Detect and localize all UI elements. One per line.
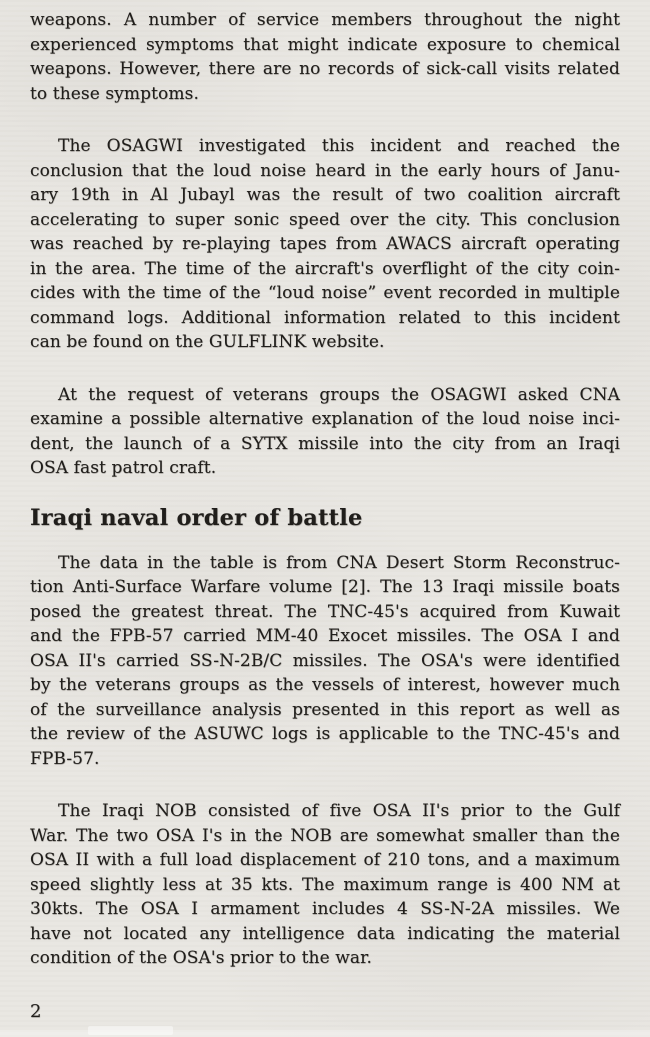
text-line: have not located any intelligence data indicating the material xyxy=(30,923,620,944)
paragraph xyxy=(30,551,620,772)
text-line: The OSAGWI investigated this incident and reached the xyxy=(58,136,620,156)
paragraph xyxy=(30,8,620,106)
page-number: 2 xyxy=(30,1000,42,1022)
text-line: weapons. A number of service members throughout the night xyxy=(30,10,620,30)
scan-light-patch xyxy=(88,1026,173,1035)
text-line: conclusion that the loud noise heard in the early hours of Janu- xyxy=(30,160,620,181)
text-line: accelerating to super sonic speed over the city. This conclusion xyxy=(30,209,620,230)
text-line: tion Anti-Surface Warfare volume [2]. The 13 Iraqi missile boats xyxy=(30,577,620,597)
text-line: the review of the ASUWC logs is applicable to the TNC-45's and xyxy=(30,724,620,744)
paragraph xyxy=(30,799,620,971)
text-line: War. The two OSA I's in the NOB are somewhat smaller than the xyxy=(30,825,620,846)
text-line: condition of the OSA's prior to the war. xyxy=(30,948,372,968)
text-line: and the FPB-57 carried MM-40 Exocet missiles. The OSA I and xyxy=(30,626,620,646)
text-line: to these symptoms. xyxy=(30,83,199,104)
text-line: experienced symptoms that might indicate exposure to chemical xyxy=(30,34,620,55)
text-line: dent, the launch of a SYTX missile into the city from an Iraqi xyxy=(30,433,620,454)
text-line: ary 19th in Al Jubayl was the result of two coalition aircraft xyxy=(30,185,620,205)
paragraph xyxy=(30,134,620,355)
text-line: speed slightly less at 35 kts. The maximum range is 400 NM at xyxy=(30,874,620,895)
text-line: The data in the table is from CNA Desert Storm Reconstruc- xyxy=(58,552,620,573)
text-line: OSA II with a full load displacement of 210 tons, and a maximum xyxy=(30,850,620,870)
text-line: by the veterans groups as the vessels of interest, however much xyxy=(30,675,620,695)
text-line: command logs. Additional information related to this incident xyxy=(30,307,620,328)
text-line: The Iraqi NOB consisted of five OSA II's prior to the Gulf xyxy=(58,801,620,821)
text-line: was reached by re-playing tapes from AWACS aircraft operating xyxy=(30,234,620,254)
text-line: 30kts. The OSA I armament includes 4 SS-N-2A missiles. We xyxy=(30,899,620,919)
text-line: weapons. However, there are no records of sick-call visits related xyxy=(30,59,620,79)
text-line: examine a possible alternative explanation of the loud noise inci- xyxy=(30,409,620,429)
page-body xyxy=(30,8,620,971)
text-line: FPB-57. xyxy=(30,748,100,769)
text-line: of the surveillance analysis presented in this report as well as xyxy=(30,699,620,720)
text-line: posed the greatest threat. The TNC-45's acquired from Kuwait xyxy=(30,601,620,622)
text-line: in the area. The time of the aircraft's overflight of the city coin- xyxy=(30,258,620,279)
text-line: can be found on the GULFLINK website. xyxy=(30,332,385,352)
section-heading: Iraqi naval order of battle xyxy=(30,504,363,531)
paragraph xyxy=(30,383,620,481)
text-line: At the request of veterans groups the OSAGWI asked CNA xyxy=(58,384,620,405)
text-line: OSA II's carried SS-N-2B/C missiles. The OSA's were identified xyxy=(30,650,620,671)
text-line: OSA fast patrol craft. xyxy=(30,458,217,478)
text-line: cides with the time of the “loud noise” event recorded in multiple xyxy=(30,283,620,303)
